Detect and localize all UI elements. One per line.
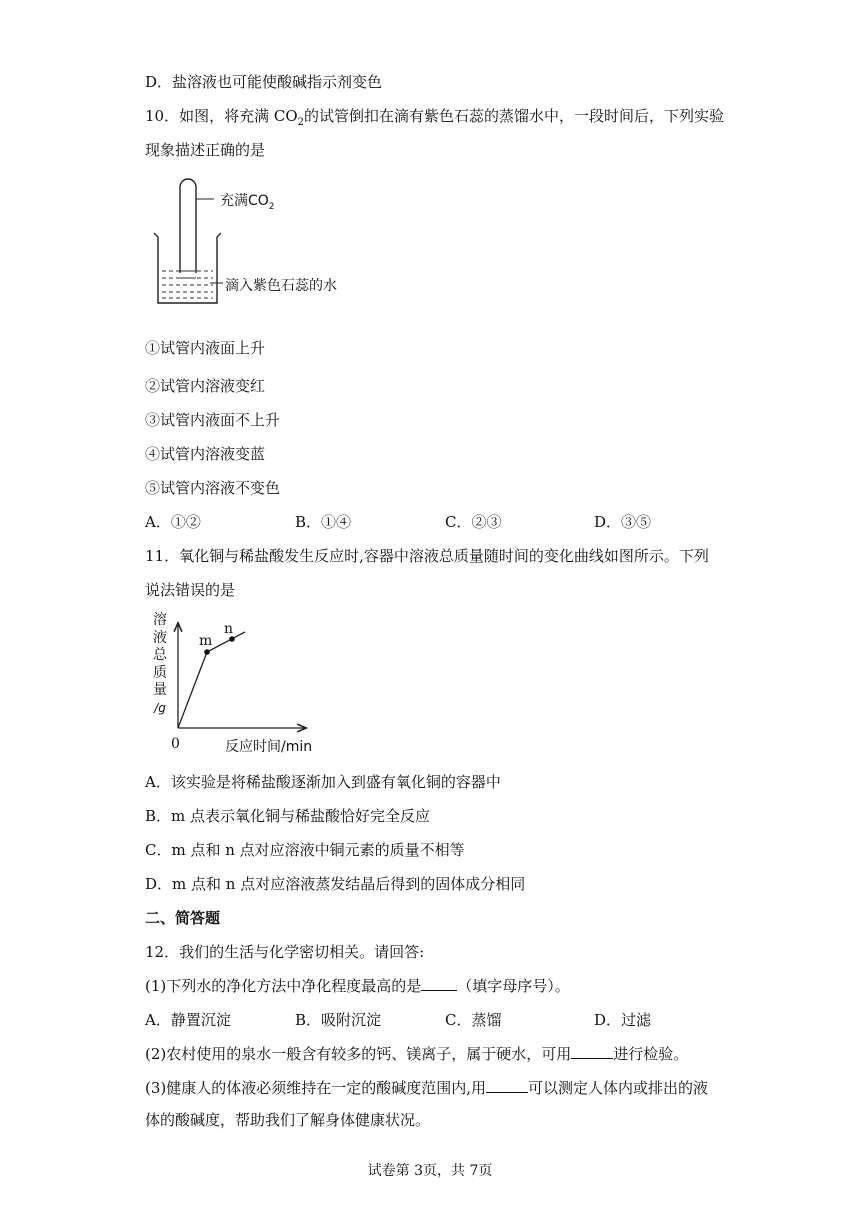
q12-sub1-blank[interactable] xyxy=(421,976,457,991)
origin-label: 0 xyxy=(171,736,180,752)
point-m-label: m xyxy=(199,633,213,649)
y-label-char-4: 质 xyxy=(153,664,167,681)
q10-statement-4: ④试管内溶液变蓝 xyxy=(145,445,266,463)
y-label-char-3: 总 xyxy=(153,647,167,663)
y-label-char-5: 量 xyxy=(153,682,167,698)
q11-option-d: D．m 点和 n 点对应溶液蒸发结晶后得到的固体成分相同 xyxy=(145,875,526,893)
q12-sub3-post: 可以测定人体内或排出的液 xyxy=(528,1079,709,1097)
y-label-char-2: 液 xyxy=(153,629,167,646)
q11-option-b: B．m 点表示氧化铜与稀盐酸恰好完全反应 xyxy=(145,807,431,825)
q12-sub1-pre: (1)下列水的净化方法中净化程度最高的是 xyxy=(145,977,422,995)
q12-sub2-post: 进行检验。 xyxy=(613,1045,689,1063)
q10-stem-line2: 现象描述正确的是 xyxy=(145,141,266,159)
point-n-label: n xyxy=(224,621,234,637)
q12-sub2 xyxy=(145,1044,688,1064)
point-m xyxy=(204,649,210,655)
q12-sub3 xyxy=(145,1078,708,1098)
page-footer: 试卷第 3页，共 7页 xyxy=(367,1163,493,1179)
q12-option-a: A．静置沉淀 xyxy=(145,1011,231,1029)
q10-option-b: B．①④ xyxy=(295,513,352,531)
q10-option-c: C．②③ xyxy=(445,513,502,531)
x-axis-label: 反应时间/min xyxy=(225,739,313,755)
q10-stem-line1 xyxy=(145,106,724,133)
section-title: 二、简答题 xyxy=(145,909,221,927)
q12-sub1 xyxy=(145,976,570,996)
label-co2-sub: 2 xyxy=(268,201,275,212)
q12-sub3-line2: 体的酸碱度，帮助我们了解身体健康状况。 xyxy=(145,1111,431,1129)
q11-option-a: A．该实验是将稀盐酸逐渐加入到盛有氧化铜的容器中 xyxy=(145,773,501,791)
q10-stem-pre: 10．如图，将充满 CO xyxy=(145,107,298,125)
q9-option-d: D．盐溶液也可能使酸碱指示剂变色 xyxy=(145,73,383,91)
q10-statement-3: ③试管内液面不上升 xyxy=(145,411,281,429)
q12-option-d: D．过滤 xyxy=(594,1011,652,1029)
q12-option-c: C．蒸馏 xyxy=(445,1011,502,1029)
water-lines xyxy=(162,271,213,298)
q11-stem-line2: 说法错误的是 xyxy=(145,581,236,599)
q10-figure xyxy=(150,175,370,310)
q12-option-b: B．吸附沉淀 xyxy=(295,1011,382,1029)
q10-option-a: A．①② xyxy=(145,513,201,531)
q11-option-c: C．m 点和 n 点对应溶液中铜元素的质量不相等 xyxy=(145,841,465,859)
label-litmus-water: 滴入紫色石蕊的水 xyxy=(225,278,337,294)
q12-sub1-post: （填字母序号）。 xyxy=(457,977,570,995)
y-label-char-1: 溶 xyxy=(153,612,167,628)
q11-stem-line1: 11．氧化铜与稀盐酸发生反应时,容器中溶液总质量随时间的变化曲线如图所示。下列 xyxy=(145,547,709,565)
label-filled-co2-text: 充满CO xyxy=(220,193,269,209)
q12-sub2-blank[interactable] xyxy=(571,1044,613,1059)
label-filled-co2 xyxy=(220,190,275,212)
q10-option-d: D．③⑤ xyxy=(594,513,652,531)
q10-stem-sub: 2 xyxy=(297,117,305,128)
q10-statement-5: ⑤试管内溶液不变色 xyxy=(145,479,281,497)
q10-stem-post: 的试管倒扣在滴有紫色石蕊的蒸馏水中，一段时间后，下列实验 xyxy=(304,107,725,125)
point-n xyxy=(229,636,235,642)
q10-statement-1: ①试管内液面上升 xyxy=(145,339,266,357)
q12-sub3-blank[interactable] xyxy=(486,1078,528,1093)
q12-stem: 12．我们的生活与化学密切相关。请回答: xyxy=(145,943,425,961)
q12-sub3-pre: (3)健康人的体液必须维持在一定的酸碱度范围内,用 xyxy=(145,1079,487,1097)
q10-statement-2: ②试管内溶液变红 xyxy=(145,377,266,395)
q11-chart xyxy=(145,612,345,757)
q12-sub2-pre: (2)农村使用的泉水一般含有较多的钙、镁离子，属于硬水，可用 xyxy=(145,1045,572,1063)
y-label-unit: /g xyxy=(154,700,166,715)
